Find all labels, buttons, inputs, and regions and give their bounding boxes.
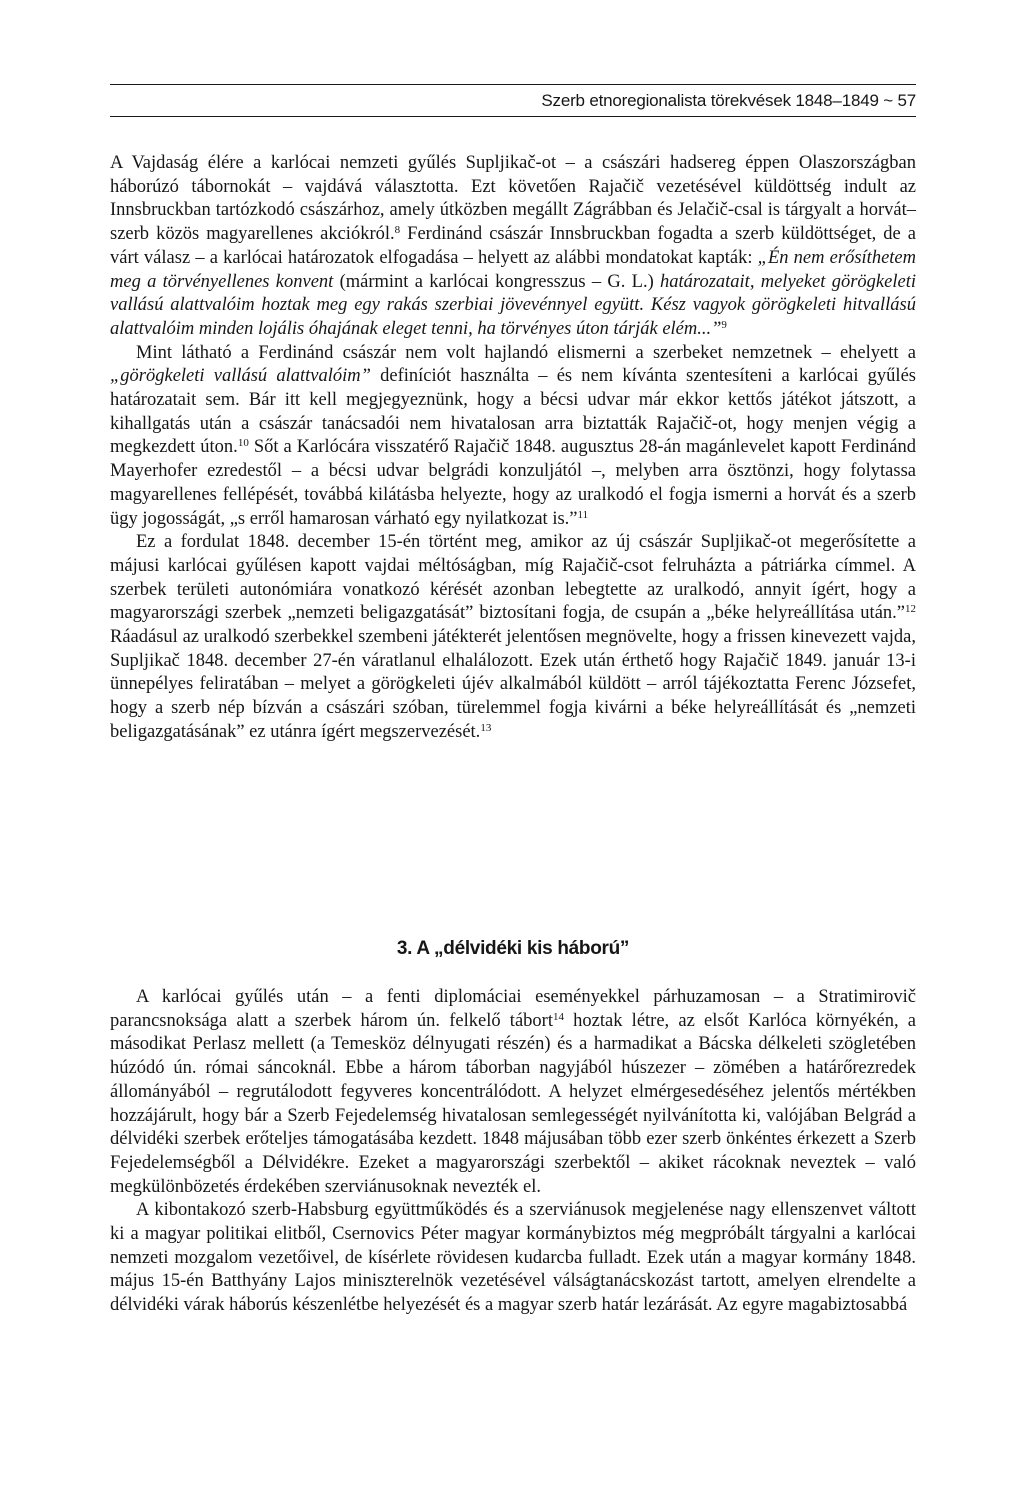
section-heading: 3. A „délvidéki kis háború” <box>396 938 630 959</box>
paragraph-5 <box>110 1199 916 1318</box>
emperor-quote: „Én nem erősíthetem meg a törvényellenes konvent <box>110 247 916 292</box>
paragraph-text: (mármint a karlócai kongresszus – G. L.) <box>333 271 661 292</box>
paragraph-3 <box>110 531 916 744</box>
inline-quote: „görögkeleti vallású alattvalóim” <box>110 366 371 387</box>
paragraph-text: Mint látható a Ferdinánd császár nem volt hajlandó elismerni a szerbeket nemzetnek – ehelyett a <box>136 342 916 363</box>
footnote-ref-9: 9 <box>721 318 727 331</box>
paragraph-1 <box>110 152 916 342</box>
footnote-ref-8: 8 <box>394 224 401 237</box>
text-block-section-2 <box>110 152 916 745</box>
paragraph-text: hoztak létre, az elsőt Karlóca környékén, a másodikat Perlasz mellett (a Temesköz délnyugati részén) és a harmadikat a Bácska délkeleti szögletében húzódó ún. római sáncoknál. Ebbe a három táborban nagyjából húszezer – zömében a határőrezredek állományából – regrutálodott fegyveres koncentrálódott. A helyzet elmérgesedéséhez jelentős mértékben hozzájárult, hogy bár a Szerb Fejedelemség hivatalosan semlegességét nyilvánította ki, valójában Belgrád a délvidéki szerbek erőteljes támogatásába kezdett. 1848 májusában több ezer szerb önkéntes érkezett a Szerb Fejedelemségből a Délvidékre. Ezeket a magyarországi szerbektől – akiket rácoknak neveztek – való megkülönbözetés érdekében szerviánusoknak nevezték el. <box>110 1010 916 1197</box>
paragraph-text: A Vajdaság élére a karlócai nemzeti gyűlés Supljikač-ot – a császári hadsereg éppen Olaszországban háborúzó tábornokát – vajdává választotta. Ezt követően Rajačič vezetésével küldöttség indult az Innsbruckban tartózkodó császárhoz, amely útközben megállt Zágrábban és Jelačič-csal is tárgyalt a horvát–szerb közös magyarellenes akciókról. <box>110 153 916 245</box>
header-rule-top <box>110 84 916 85</box>
paragraph-text: Ez a fordulat 1848. december 15-én történt meg, amikor az új császár Supljikač-ot megerősítette a májusi karlócai gyűlésen kapott vajdai méltóságban, míg Rajačič-csot felruházta a pátriárka címmel. A szerbek területi autonómiára vonatkozó kérését azonban lebegtette az uralkodó, annyit ígért, hogy a magyarországi szerbek „nemzeti beligazgatását” biztosítani fogja, de csupán a „béke helyreállítása után.” <box>110 532 916 624</box>
paragraph-4 <box>110 986 916 1199</box>
footnote-ref-11: 11 <box>577 508 589 521</box>
paragraph-text: A kibontakozó szerb-Habsburg együttműködés és a szerviánusok megjelenése nagy ellenszenvet váltott ki a magyar politikai elitből, Csernovics Péter magyar kormánybiztos még megpróbált tárgyalni a karlócai nemzeti mozgalom vezetőivel, de kísérlete rövidesen kudarcba fulladt. Ezek után a magyar kormány 1848. május 15-én Batthyány Lajos miniszterelnök vezetésével válságtanácskozást tartott, amelyen elrendelte a délvidéki várak háborús készenlétbe helyezését és a magyar szerb határ lezárását. Az egyre magabiztosabbá <box>110 1200 916 1316</box>
paragraph-text: A karlócai gyűlés után – a fenti diplomáciai eseményekkel párhuzamosan – a Stratimirovič parancsnoksága alatt a szerbek három ún. felkelő tábort <box>110 987 916 1031</box>
text-block-section-3 <box>110 986 916 1318</box>
footnote-ref-10: 10 <box>237 437 249 450</box>
footnote-ref-13: 13 <box>480 721 492 734</box>
paragraph-2 <box>110 342 916 532</box>
footnote-ref-14: 14 <box>552 1010 564 1023</box>
paragraph-text: Ferdinánd császár Innsbruckban fogadta a szerb küldöttséget, de a várt válasz – a karlócai határozatok elfogadása – helyett az alábbi mondatokat kapták: <box>110 224 916 268</box>
header-rule-bottom <box>110 116 916 117</box>
running-head: Szerb etnoregionalista törekvések 1848–1849 ~ 57 <box>541 91 916 110</box>
paragraph-text: definíciót használta – és nem kívánta szentesíteni a karlócai gyűlés határozatait sem. Bár itt kell megjegyeznünk, hogy a bécsi udvar már ekkor kettős játékot játszott, a kihallgatás után a császár tanácsadói nem hivatalosan arra biztatták Rajačič-ot, hogy menjen végig a megkezdett úton. <box>110 366 916 458</box>
emperor-quote-continued: határozatait, melyeket görögkeleti vallású alattvalóim hoztak meg egy rakás szerbiai jövevénnyel együtt. Kész vagyok görögkeleti hitvallású alattvalóim minden lojális óhajának eleget tenni, ha törvényes úton tárják elém...” <box>110 271 916 339</box>
footnote-ref-12: 12 <box>905 603 916 616</box>
paragraph-text: Sőt a Karlócára visszatérő Rajačič 1848. augusztus 28-án magánlevelet kapott Ferdinánd Mayerhofer ezredestől – a bécsi udvar belgrádi konzuljától –, melyben arra ösztönzi, hogy folytassa magyarellenes fellépését, továbbá kilátásba helyezte, hogy az uralkodó el fogja ismerni a horvát és a szerb ügy jogosságát, „s erről hamarosan várható egy nyilatkozat is.” <box>110 437 916 529</box>
paragraph-text: Ráadásul az uralkodó szerbekkel szembeni játékterét jelentősen megnövelte, hogy a frissen kinevezett vajda, Supljikač 1848. december 27-én váratlanul elhalálozott. Ezek után érthető hogy Rajačič 1849. január 13-i ünnepélyes feliratában – melyet a görögkeleti újév alkalmából küldött – arról tájékoztatta Ferenc Józsefet, hogy a szerb nép bízván a császári szóban, türelemmel fogja kivárni a béke helyreállítását és „nemzeti beligazgatásának” ez utánra ígért megszervezését. <box>110 627 916 742</box>
